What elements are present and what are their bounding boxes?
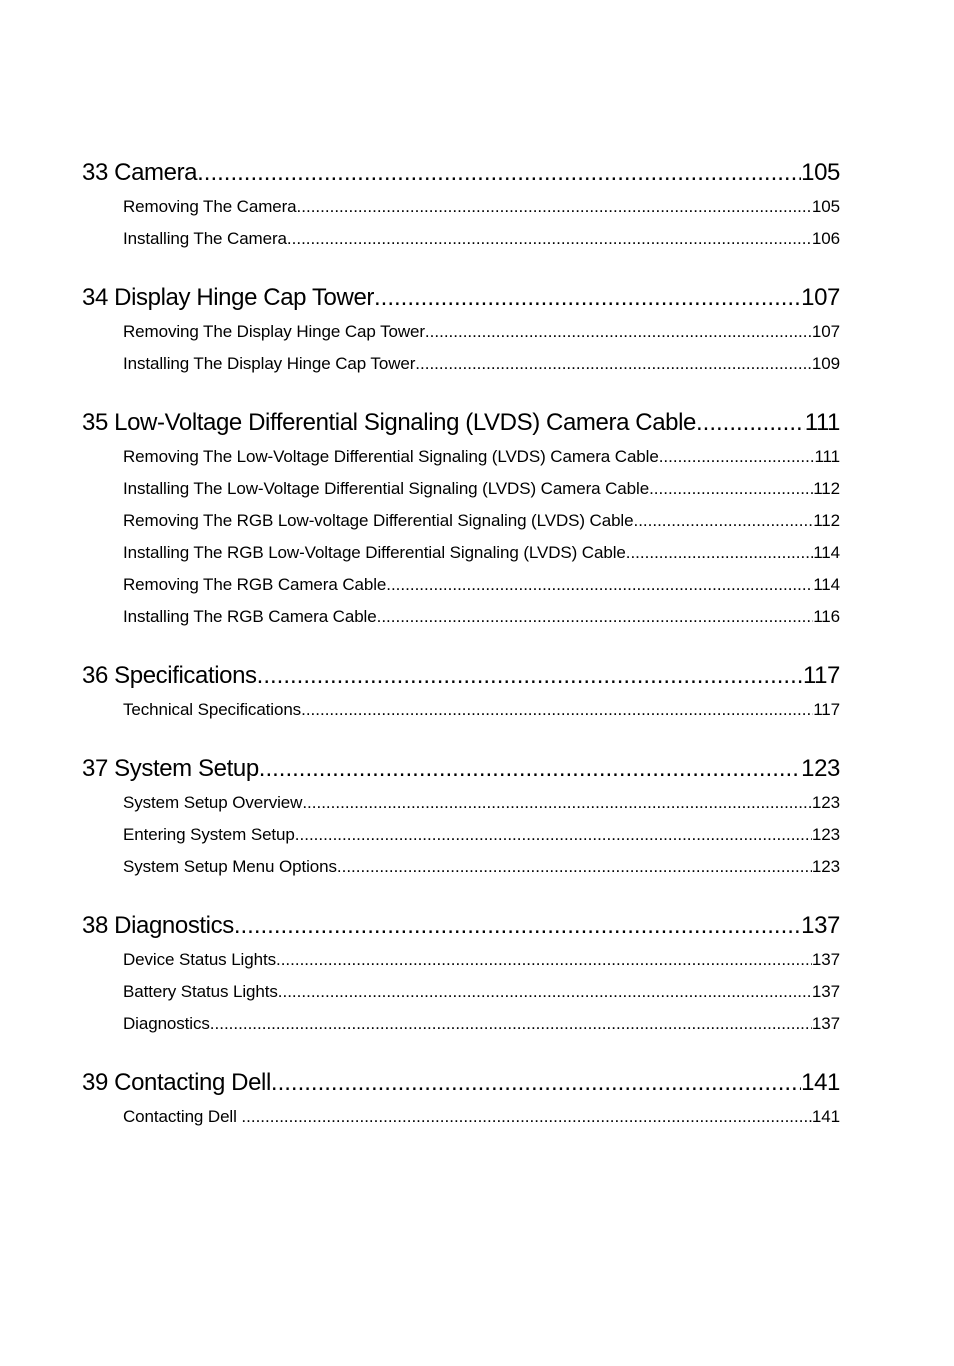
toc-chapter-heading[interactable]: [82, 405, 840, 441]
chapter-page-number: 105: [801, 159, 840, 186]
dot-leader: [301, 694, 813, 726]
dot-leader: [278, 976, 812, 1008]
table-of-contents: [82, 155, 840, 1133]
dot-leader: [276, 944, 812, 976]
entry-page-number: 123: [811, 825, 840, 844]
toc-entry[interactable]: [82, 348, 840, 380]
toc-entry[interactable]: [82, 694, 840, 726]
dot-leader: [271, 1065, 801, 1101]
entry-title: Installing The Display Hinge Cap Tower: [123, 354, 416, 373]
entry-page-number: 106: [811, 229, 840, 248]
toc-chapter: [82, 658, 840, 726]
dot-leader: [377, 601, 814, 633]
entry-title: Installing The RGB Camera Cable: [123, 607, 377, 626]
chapter-page-number: 141: [801, 1069, 840, 1096]
entry-title: Removing The Low-Voltage Differential Signaling (LVDS) Camera Cable: [123, 447, 659, 466]
dot-leader: [302, 787, 812, 819]
toc-entry[interactable]: [82, 1101, 840, 1133]
entry-title: Installing The Low-Voltage Differential Signaling (LVDS) Camera Cable: [123, 479, 650, 498]
toc-chapter: [82, 405, 840, 633]
entry-page-number: 137: [811, 950, 840, 969]
toc-entry[interactable]: [82, 819, 840, 851]
dot-leader: [297, 191, 812, 223]
toc-entry[interactable]: [82, 1008, 840, 1040]
toc-chapter-heading[interactable]: [82, 908, 840, 944]
toc-entry[interactable]: [82, 601, 840, 633]
chapter-title: 36 Specifications: [82, 662, 257, 689]
toc-entry[interactable]: [82, 316, 840, 348]
entry-page-number: 123: [811, 793, 840, 812]
entry-page-number: 117: [813, 700, 840, 719]
chapter-title: 37 System Setup: [82, 755, 259, 782]
chapter-page-number: 107: [801, 284, 840, 311]
entry-title: Removing The RGB Low-voltage Differential Signaling (LVDS) Cable: [123, 511, 634, 530]
toc-entry[interactable]: [82, 537, 840, 569]
entry-page-number: 112: [813, 479, 840, 498]
toc-chapter-heading[interactable]: [82, 155, 840, 191]
entry-page-number: 137: [811, 982, 840, 1001]
toc-entry[interactable]: [82, 851, 840, 883]
toc-entry[interactable]: [82, 787, 840, 819]
chapter-page-number: 123: [801, 755, 840, 782]
dot-leader: [696, 405, 805, 441]
entry-title: Removing The Camera: [123, 197, 297, 216]
toc-chapter: [82, 908, 840, 1040]
dot-leader: [257, 658, 803, 694]
entry-page-number: 109: [811, 354, 840, 373]
entry-title: Battery Status Lights: [123, 982, 278, 1001]
entry-title: Installing The Camera: [123, 229, 287, 248]
entry-page-number: 137: [811, 1014, 840, 1033]
dot-leader: [234, 908, 801, 944]
toc-chapter: [82, 155, 840, 255]
toc-entry[interactable]: [82, 441, 840, 473]
entry-title: Device Status Lights: [123, 950, 276, 969]
entry-page-number: 116: [813, 607, 840, 626]
dot-leader: [197, 155, 801, 191]
entry-page-number: 114: [813, 543, 840, 562]
toc-entry[interactable]: [82, 223, 840, 255]
entry-title: Entering System Setup: [123, 825, 295, 844]
toc-entry[interactable]: [82, 976, 840, 1008]
chapter-title: 38 Diagnostics: [82, 912, 234, 939]
dot-leader: [241, 1101, 812, 1133]
entry-page-number: 107: [811, 322, 840, 341]
entry-title: Removing The Display Hinge Cap Tower: [123, 322, 425, 341]
entry-page-number: 141: [811, 1107, 840, 1126]
dot-leader: [626, 537, 813, 569]
toc-entry[interactable]: [82, 505, 840, 537]
dot-leader: [425, 316, 812, 348]
toc-chapter-heading[interactable]: [82, 280, 840, 316]
chapter-title: 33 Camera: [82, 159, 198, 186]
entry-page-number: 123: [811, 857, 840, 876]
chapter-title: 34 Display Hinge Cap Tower: [82, 284, 374, 311]
chapter-title: 39 Contacting Dell: [82, 1069, 271, 1096]
entry-page-number: 114: [813, 575, 840, 594]
dot-leader: [415, 348, 812, 380]
dot-leader: [210, 1008, 812, 1040]
chapter-title: 35 Low-Voltage Differential Signaling (LVDS) Camera Cable: [82, 409, 696, 436]
toc-chapter: [82, 280, 840, 380]
entry-title: Removing The RGB Camera Cable: [123, 575, 387, 594]
entry-title: System Setup Overview: [123, 793, 303, 812]
toc-chapter: [82, 1065, 840, 1133]
entry-title: Diagnostics: [123, 1014, 210, 1033]
entry-title: System Setup Menu Options: [123, 857, 337, 876]
entry-page-number: 111: [814, 447, 840, 466]
entry-title: Contacting Dell: [123, 1107, 242, 1126]
entry-page-number: 112: [813, 511, 840, 530]
toc-chapter-heading[interactable]: [82, 1065, 840, 1101]
toc-entry[interactable]: [82, 944, 840, 976]
dot-leader: [287, 223, 812, 255]
chapter-page-number: 111: [804, 409, 840, 436]
dot-leader: [659, 441, 815, 473]
dot-leader: [374, 280, 801, 316]
entry-title: Installing The RGB Low-Voltage Differential Signaling (LVDS) Cable: [123, 543, 626, 562]
toc-entry[interactable]: [82, 569, 840, 601]
dot-leader: [295, 819, 812, 851]
dot-leader: [259, 751, 801, 787]
toc-chapter-heading[interactable]: [82, 658, 840, 694]
dot-leader: [633, 505, 813, 537]
chapter-page-number: 117: [802, 662, 840, 689]
entry-page-number: 105: [811, 197, 840, 216]
toc-entry[interactable]: [82, 473, 840, 505]
entry-title: Technical Specifications: [123, 700, 302, 719]
toc-chapter-heading[interactable]: [82, 751, 840, 787]
dot-leader: [649, 473, 813, 505]
dot-leader: [337, 851, 812, 883]
toc-chapter: [82, 751, 840, 883]
chapter-page-number: 137: [801, 912, 840, 939]
dot-leader: [386, 569, 813, 601]
toc-entry[interactable]: [82, 191, 840, 223]
